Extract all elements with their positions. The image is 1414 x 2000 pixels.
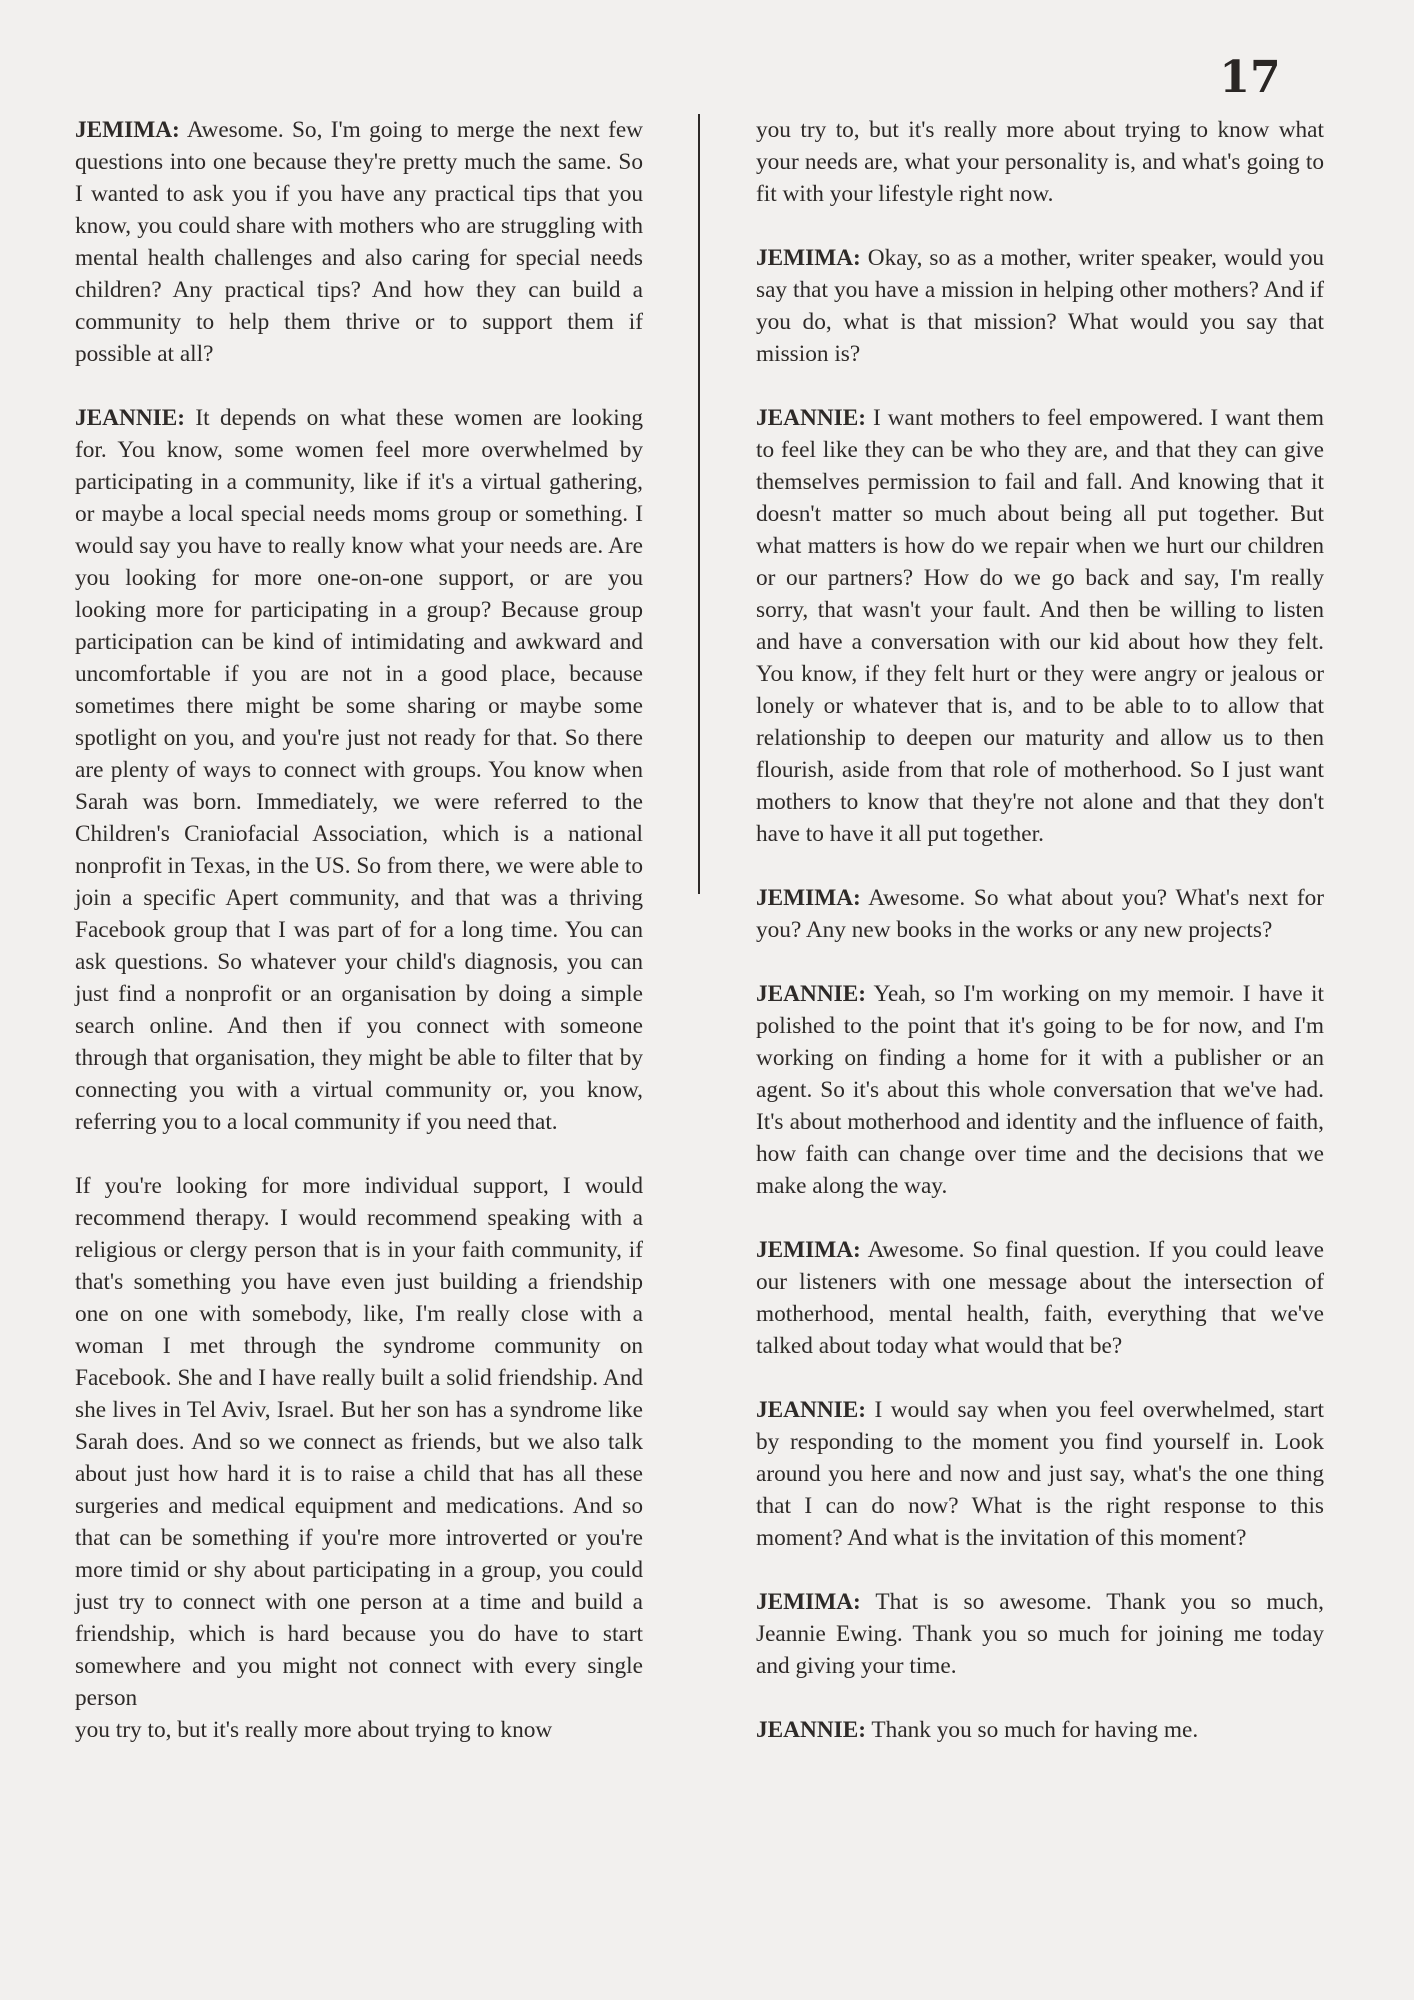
paragraph bbox=[756, 242, 1324, 370]
page-number: 17 bbox=[1219, 52, 1281, 103]
paragraph-text: Thank you so much for having me. bbox=[866, 1717, 1199, 1743]
paragraph bbox=[756, 1394, 1324, 1554]
paragraph bbox=[756, 978, 1324, 1202]
speaker-label: JEANNIE: bbox=[756, 1717, 867, 1743]
paragraph-tail-text: you try to, but it's really more about trying to know bbox=[75, 1717, 553, 1743]
paragraph-text: If you're looking for more individual support, I would recommend therapy. I would recommend speaking with a religious or clergy person that is in your faith community, if that's something you have even just building a friendship one on one with somebody, like, I'm really close with a woman I met through the syndrome community on Facebook. She and I have really built a solid friendship. And she lives in Tel Aviv, Israel. But her son has a syndrome like Sarah does. And so we connect as friends, but we also talk about just how hard it is to raise a child that has all these surgeries and medical equipment and medications. And so that can be something if you're more introverted or you're more timid or shy about participating in a group, you could just try to connect with one person at a time and build a friendship, which is hard because you do have to start somewhere and you might not connect with every single person bbox=[75, 1173, 643, 1711]
paragraph-text: It depends on what these women are looking for. You know, some women feel more overwhelmed by participating in a community, like if it's a virtual gathering, or maybe a local special needs moms group or something. I would say you have to really know what your needs are. Are you looking for more one-on-one support, or are you looking more for participating in a group? Because group participation can be kind of intimidating and awkward and uncomfortable if you are not in a good place, because sometimes there might be some sharing or maybe some spotlight on you, and you're just not ready for that. So there are plenty of ways to connect with groups. You know when Sarah was born. Immediately, we were referred to the Children's Craniofacial Association, which is a national nonprofit in Texas, in the US. So from there, we were able to join a specific Apert community, and that was a thriving Facebook group that I was part of for a long time. You can ask questions. So whatever your child's diagnosis, you can just find a nonprofit or an organisation by doing a simple search online. And then if you connect with someone through that organisation, they might be able to filter that by connecting you with a virtual community or, you know, referring you to a local community if you need that. bbox=[75, 405, 643, 1135]
speaker-label: JEMIMA: bbox=[756, 245, 861, 271]
speaker-label: JEMIMA: bbox=[756, 885, 861, 911]
paragraph bbox=[756, 1714, 1324, 1746]
speaker-label: JEMIMA: bbox=[75, 117, 180, 143]
column-divider bbox=[698, 114, 700, 894]
paragraph bbox=[756, 402, 1324, 850]
paragraph-text: Awesome. So what about you? What's next for you? Any new books in the works or any new projects? bbox=[756, 885, 1324, 943]
speaker-label: JEMIMA: bbox=[756, 1589, 861, 1615]
paragraph bbox=[75, 402, 643, 1138]
paragraph bbox=[756, 1234, 1324, 1362]
speaker-label: JEANNIE: bbox=[756, 405, 867, 431]
paragraph bbox=[756, 114, 1324, 210]
paragraph bbox=[75, 114, 643, 370]
speaker-label: JEANNIE: bbox=[756, 981, 867, 1007]
speaker-label: JEANNIE: bbox=[756, 1397, 867, 1423]
paragraph-text: That is so awesome. Thank you so much, Jeannie Ewing. Thank you so much for joining me today and giving your time. bbox=[756, 1589, 1324, 1679]
paragraph bbox=[756, 882, 1324, 946]
paragraph-text: Yeah, so I'm working on my memoir. I have it polished to the point that it's going to be for now, and I'm working on finding a home for it with a publisher or an agent. So it's about this whole conversation that we've had. It's about motherhood and identity and the influence of faith, how faith can change over time and the decisions that we make along the way. bbox=[756, 981, 1324, 1199]
left-column bbox=[75, 114, 643, 1746]
paragraph-text: I want mothers to feel empowered. I want them to feel like they can be who they are, and that they can give themselves permission to fail and fall. And knowing that it doesn't matter so much about being all put together. But what matters is how do we repair when we hurt our children or our partners? How do we go back and say, I'm really sorry, that wasn't your fault. And then be willing to listen and have a conversation with our kid about how they felt. You know, if they felt hurt or they were angry or jealous or lonely or whatever that is, and to be able to to allow that relationship to deepen our maturity and allow us to then flourish, aside from that role of motherhood. So I just want mothers to know that they're not alone and that they don't have to have it all put together. bbox=[756, 405, 1324, 847]
speaker-label: JEANNIE: bbox=[75, 405, 186, 431]
speaker-label: JEMIMA: bbox=[756, 1237, 861, 1263]
paragraph bbox=[756, 1586, 1324, 1682]
paragraph-text: Okay, so as a mother, writer speaker, would you say that you have a mission in helping other mothers? And if you do, what is that mission? What would you say that mission is? bbox=[756, 245, 1324, 367]
paragraph-text: you try to, but it's really more about trying to know what your needs are, what your personality is, and what's going to fit with your lifestyle right now. bbox=[756, 117, 1324, 207]
right-column bbox=[756, 114, 1324, 1746]
paragraph-text: Awesome. So final question. If you could leave our listeners with one message about the intersection of motherhood, mental health, faith, everything that we've talked about today what would that be? bbox=[756, 1237, 1324, 1359]
paragraph-text: Awesome. So, I'm going to merge the next few questions into one because they're pretty much the same. So I wanted to ask you if you have any practical tips that you know, you could share with mothers who are struggling with mental health challenges and also caring for special needs children? Any practical tips? And how they can build a community to help them thrive or to support them if possible at all? bbox=[75, 117, 643, 367]
paragraph bbox=[75, 1170, 643, 1746]
paragraph-text: I would say when you feel overwhelmed, start by responding to the moment you find yourself in. Look around you here and now and just say, what's the one thing that I can do now? What is the right response to this moment? And what is the invitation of this moment? bbox=[756, 1397, 1324, 1551]
